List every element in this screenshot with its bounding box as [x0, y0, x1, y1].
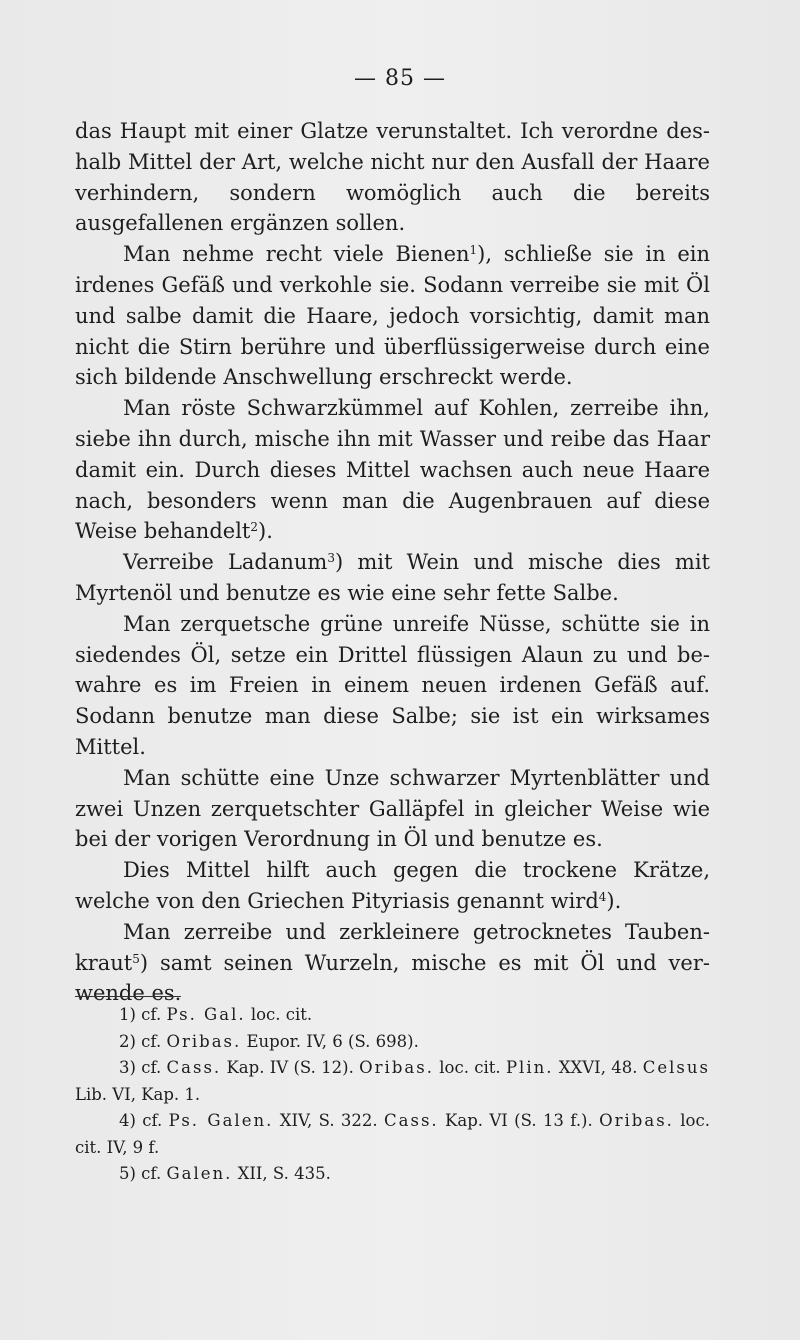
text-run: loc. cit. IV, 9 f. — [75, 1111, 710, 1157]
paragraph — [75, 609, 710, 763]
author-name: Cass. — [384, 1111, 439, 1130]
text-run: Man zerquetsche grüne unreife Nüsse, schütte sie in siedendes Öl, setze ein Drittel flüssigen Alaun zu und bewahre es im Freien in einem neuen irdenen Gefäß auf. Sodann benutze man diese Salbe; sie ist ein wirksames Mittel. — [75, 611, 710, 759]
author-name: Plin. — [505, 1058, 554, 1077]
paragraph — [75, 763, 710, 855]
author-name: Oribas. — [599, 1111, 674, 1130]
text-run: ). — [258, 519, 273, 544]
author-name: Ps. Gal. — [166, 1005, 246, 1024]
text-run: das Haupt mit einer Glatze verunstaltet. Ich verordne deshalb Mittel der Art, welche nicht nur den Ausfall der Haare verhindern, sondern womöglich auch die bereits ausgefallenen ergänzen sollen. — [75, 119, 710, 236]
body-text — [75, 116, 710, 1009]
author-name: Oribas. — [166, 1031, 242, 1051]
text-run: 2) cf. — [119, 1031, 167, 1051]
footnotes — [75, 1002, 710, 1188]
text-run: 3) cf. — [119, 1058, 167, 1077]
text-run: 1) cf. — [119, 1005, 167, 1024]
text-run: XIV, S. 322. — [273, 1111, 385, 1130]
text-run: Kap. IV (S. 12). — [221, 1058, 360, 1077]
footnote — [75, 1055, 710, 1108]
text-run: 4) cf. — [119, 1111, 169, 1130]
author-name: Galen. — [166, 1164, 233, 1183]
footnote-marker: 4 — [598, 889, 607, 904]
text-run: XXVI, 48. — [553, 1058, 643, 1077]
footnote-divider — [75, 996, 181, 997]
footnote-marker: 1 — [469, 243, 478, 258]
text-run: Man nehme recht viele Bienen — [123, 242, 470, 267]
text-run: Man zerreibe und zerkleinere getrocknetes Taubenkraut — [75, 919, 710, 975]
footnote — [75, 1161, 710, 1188]
paragraph — [75, 547, 710, 609]
text-run: ). — [606, 888, 622, 913]
text-run: Man schütte eine Unze schwarzer Myrtenblätter und zwei Unzen zerquetschter Galläpfel in gleicher Weise wie bei der vorigen Verordnung in Öl und benutze es. — [75, 765, 710, 852]
text-run: 5) cf. — [119, 1164, 167, 1183]
footnote-marker: 5 — [132, 951, 140, 966]
text-run: Man röste Schwarzkümmel auf Kohlen, zerreibe ihn, siebe ihn durch, mische ihn mit Wasser und reibe das Haar damit ein. Durch dieses Mittel wachsen auch neue Haare nach, besonders wenn man die Augenbrauen auf diese Weise behandelt — [75, 396, 710, 544]
text-run: Kap. VI (S. 13 f.). — [438, 1111, 600, 1130]
footnote — [75, 1002, 710, 1029]
text-run: Lib. VI, Kap. 1. — [75, 1084, 201, 1104]
text-run: Dies Mittel hilft auch gegen die trockene Krätze, welche von den Griechen Pityriasis genannt wird — [75, 858, 710, 913]
paragraph — [75, 393, 710, 547]
author-name: Ps. Galen. — [168, 1111, 274, 1130]
author-name: Cass. — [166, 1058, 222, 1077]
text-run: Verreibe Ladanum — [123, 550, 328, 575]
text-run: ) mit Wein und mische dies mit Myrtenöl und benutze es wie eine sehr fette Salbe. — [75, 550, 710, 605]
text-run: loc. cit. — [433, 1058, 506, 1077]
paragraph — [75, 239, 710, 393]
text-run: ), schließe sie in ein irdenes Gefäß und verkohle sie. Sodann verreibe sie mit Öl und salbe damit die Haare, jedoch vorsichtig, damit man nicht die Stirn berühre und überflüssigerweise durch eine sich bildende Anschwellung erschreckt werde. — [75, 242, 711, 390]
paragraph — [75, 855, 710, 917]
footnote-marker: 2 — [250, 520, 259, 535]
footnote-marker: 3 — [327, 551, 335, 566]
author-name: Oribas. — [359, 1058, 434, 1077]
page-number: — 85 — — [354, 66, 446, 91]
author-name: Celsus — [642, 1058, 710, 1077]
paragraph — [75, 116, 710, 239]
text-run: ) samt seinen Wurzeln, mische es mit Öl und verwende es. — [75, 950, 710, 1006]
footnote — [75, 1029, 710, 1056]
text-run: Eupor. IV, 6 (S. 698). — [241, 1031, 419, 1051]
text-run: loc. cit. — [245, 1005, 313, 1024]
text-run: XII, S. 435. — [232, 1164, 331, 1183]
footnote — [75, 1108, 710, 1161]
